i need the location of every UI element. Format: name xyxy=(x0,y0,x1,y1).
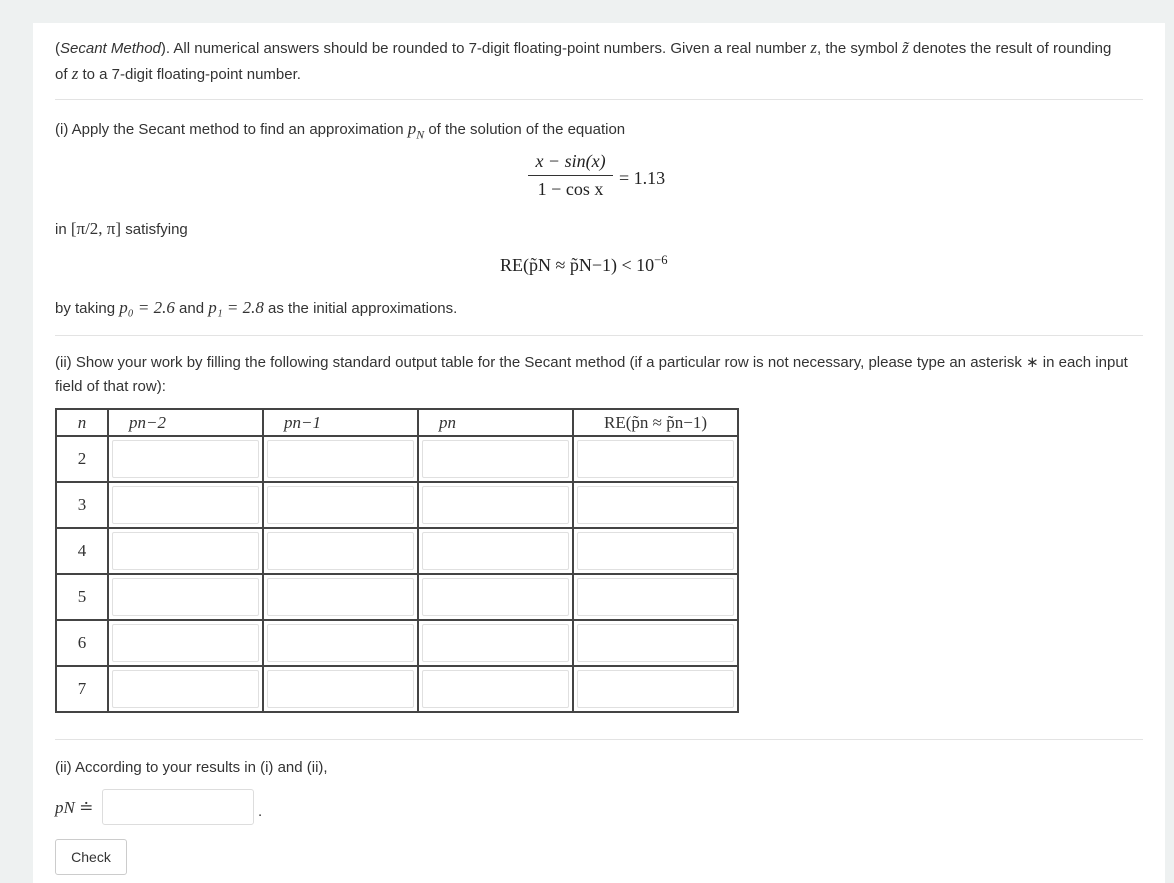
interval-value: [π/2, π] xyxy=(70,219,122,238)
header-pn: pn xyxy=(418,409,573,436)
header-pn-2: pn−2 xyxy=(108,409,263,436)
p1-value: p₁ = 2.8 xyxy=(208,298,264,317)
part-i-text xyxy=(55,116,625,142)
header-re: RE(p̃n ≈ p̃n−1) xyxy=(573,409,738,436)
table-header-row xyxy=(56,409,738,436)
row-n: 4 xyxy=(56,528,108,574)
answer-trailing-dot: . xyxy=(258,803,263,820)
input-re[interactable] xyxy=(577,486,734,524)
row-n: 5 xyxy=(56,574,108,620)
input-re[interactable] xyxy=(577,440,734,478)
row-n: 7 xyxy=(56,666,108,712)
divider-3 xyxy=(55,739,1143,740)
input-pn-1[interactable] xyxy=(267,578,414,616)
input-pn-2[interactable] xyxy=(112,486,259,524)
pN-symbol: $p_N$ xyxy=(407,119,425,142)
init-text-1: by taking xyxy=(55,300,120,317)
table-row xyxy=(56,482,738,528)
var-z: z xyxy=(810,38,818,57)
table-row xyxy=(56,620,738,666)
input-pn-1[interactable] xyxy=(267,440,414,478)
intro-text-4: to a 7-digit floating-point number. xyxy=(78,66,301,83)
table-row xyxy=(56,528,738,574)
input-pn-1[interactable] xyxy=(267,486,414,524)
input-pn[interactable] xyxy=(422,486,569,524)
header-pn-1: pn−1 xyxy=(263,409,418,436)
table-row xyxy=(56,436,738,482)
input-pn[interactable] xyxy=(422,670,569,708)
part-i-text-1: (i) Apply the Secant method to find an approximation xyxy=(55,121,408,138)
intro-text: ). All numerical answers should be rounded to 7-digit floating-point numbers. Given a real number xyxy=(160,40,811,57)
input-pn-2[interactable] xyxy=(112,670,259,708)
input-re[interactable] xyxy=(577,532,734,570)
stopping-criterion xyxy=(500,255,668,276)
p0-value: p₀ = 2.6 xyxy=(119,298,175,317)
input-pn-1[interactable] xyxy=(267,624,414,662)
interval-prefix: in xyxy=(55,221,71,238)
intro-paragraph: (Secant Method). All numerical answers should be rounded to 7-digit floating-point numbers. Given a real number z, the symbol z̃ denotes the result of rounding of z to a 7-digit floating-point number. xyxy=(55,38,1112,83)
pN-answer-input[interactable] xyxy=(102,789,254,825)
input-pn-2[interactable] xyxy=(112,532,259,570)
input-pn-1[interactable] xyxy=(267,532,414,570)
table-row xyxy=(56,574,738,620)
input-pn[interactable] xyxy=(422,440,569,478)
equation-rhs: = 1.13 xyxy=(619,168,666,188)
init-text-3: as the initial approximations. xyxy=(263,300,458,317)
part-i-text-2: of the solution of the equation xyxy=(424,121,626,138)
row-n: 3 xyxy=(56,482,108,528)
table-row xyxy=(56,666,738,712)
init-text-2: and xyxy=(174,300,209,317)
divider-1 xyxy=(55,99,1143,100)
initial-approximations xyxy=(55,295,457,321)
part-iii-text: (ii) According to your results in (i) and (ii), xyxy=(55,759,328,776)
input-pn-2[interactable] xyxy=(112,624,259,662)
row-n: 2 xyxy=(56,436,108,482)
criterion-text: RE(p̃N ≈ p̃N−1) < 10 xyxy=(500,255,655,275)
secant-output-table xyxy=(55,408,739,713)
input-pn[interactable] xyxy=(422,624,569,662)
input-re[interactable] xyxy=(577,578,734,616)
input-pn-2[interactable] xyxy=(112,578,259,616)
interval-suffix: satisfying xyxy=(121,221,188,238)
equation-fraction xyxy=(528,151,613,200)
equation-denominator: 1 − cos x xyxy=(537,179,604,199)
input-pn[interactable] xyxy=(422,578,569,616)
equation-numerator: x − sin(x) xyxy=(528,151,613,176)
input-pn-2[interactable] xyxy=(112,440,259,478)
header-n: n xyxy=(56,409,108,436)
criterion-exponent: −6 xyxy=(654,253,668,267)
var-z-2: z xyxy=(71,64,79,83)
part-ii-text: (ii) Show your work by filling the following standard output table for the Secant method (if a particular row is not necessary, please type an asterisk ∗ in each input field of that row): xyxy=(55,354,1128,395)
input-pn[interactable] xyxy=(422,532,569,570)
intro-text-2: , the symbol xyxy=(817,40,903,57)
check-button[interactable]: Check xyxy=(55,839,127,875)
z-tilde: z̃ xyxy=(902,38,909,57)
pN-answer-label: pN ≐ xyxy=(55,798,94,817)
intro-text-3: denotes the result of rounding of xyxy=(55,40,1112,83)
method-name: Secant Method xyxy=(60,40,161,57)
input-re[interactable] xyxy=(577,670,734,708)
question-card xyxy=(33,23,1165,883)
interval-text xyxy=(55,216,188,242)
divider-2 xyxy=(55,335,1143,336)
input-pn-1[interactable] xyxy=(267,670,414,708)
row-n: 6 xyxy=(56,620,108,666)
input-re[interactable] xyxy=(577,624,734,662)
